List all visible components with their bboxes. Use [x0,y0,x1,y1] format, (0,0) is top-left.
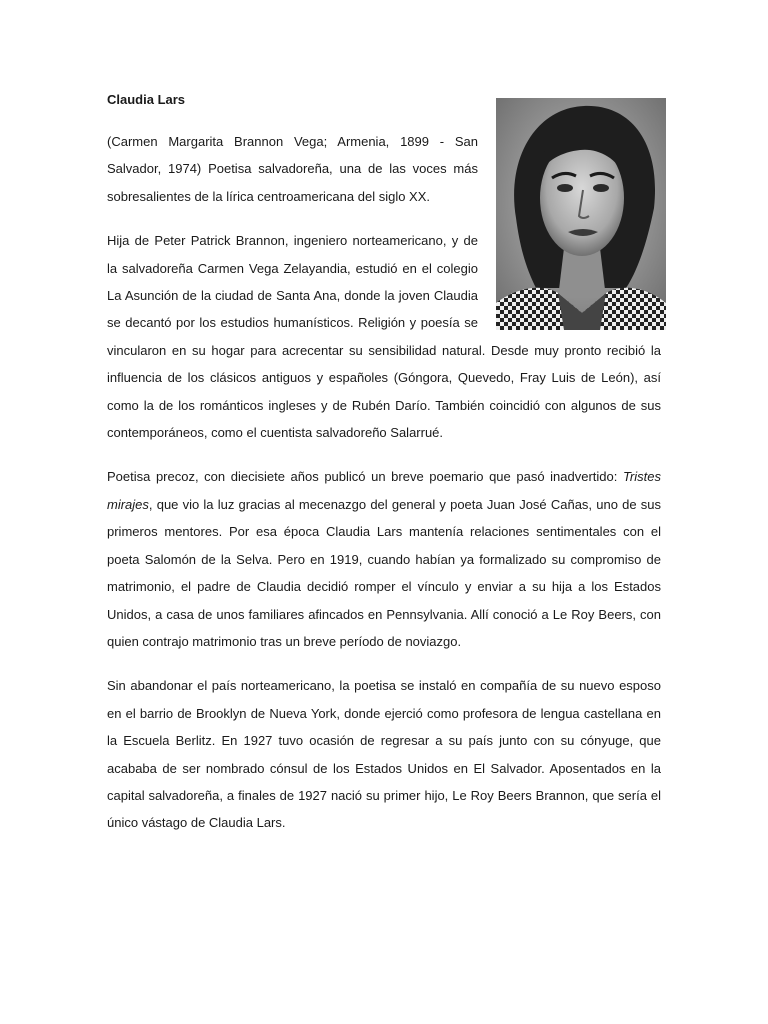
book-title-tristes-mirajes: Tristes mirajes [107,469,661,512]
portrait-photo [496,98,666,330]
paragraph-intro: (Carmen Margarita Brannon Vega; Armenia, 1899 - San Salvador, 1974) Poetisa salvadoreña, una de las voces más sobresalientes de la lírica centroamericana del siglo XX. [107,134,478,204]
paragraph-early-work-before: Poetisa precoz, con diecisiete años publicó un breve poemario que pasó inadvertido: [107,469,623,485]
paragraph-early-work [107,463,661,655]
paragraph-family: Hija de Peter Patrick Brannon, ingeniero norteamericano, y de la salvadoreña Carmen Vega Zelayandia, estudió en el colegio La Asunción de la ciudad de Santa Ana, donde la joven Claudia se decantó por los estudios humanísticos. Religión y poesía se vincularon en su hogar para acrecentar su sensibilidad natural. Desde muy pronto recibió la influencia de los clásicos antiguos y españoles (Góngora, Quevedo, Fray Luis de León), así como la de los románticos ingleses y de Rubén Darío. También coincidió con algunos de sus contemporáneos, como el cuentista salvadoreño Salarrué. [107,233,661,441]
paragraph-new-york: Sin abandonar el país norteamericano, la poetisa se instaló en compañía de su nuevo esposo en el barrio de Brooklyn de Nueva York, donde ejerció como profesora de lengua castellana en la Escuela Berlitz. En 1927 tuvo ocasión de regresar a su país junto con su cónyuge, que acababa de ser nombrado cónsul de los Estados Unidos en El Salvador. Aposentados en la capital salvadoreña, a finales de 1927 nació su primer hijo, Le Roy Beers Brannon, que sería el único vástago de Claudia Lars. [107,678,661,831]
paragraph-early-work-after: , que vio la luz gracias al mecenazgo del general y poeta Juan José Cañas, uno de sus primeros mentores. Por esa época Claudia Lars mantenía relaciones sentimentales con el poeta Salomón de la Selva. Pero en 1919, cuando habían ya formalizado su compromiso de matrimonio, el padre de Claudia decidió romper el vínculo y enviar a su hija a los Estados Unidos, a casa de unos familiares afincados en Pennsylvania. Allí conoció a Le Roy Beers, con quien contrajo matrimonio tras un breve período de noviazgo. [107,496,661,649]
document-title: Claudia Lars [107,92,186,107]
document-body [107,89,661,854]
